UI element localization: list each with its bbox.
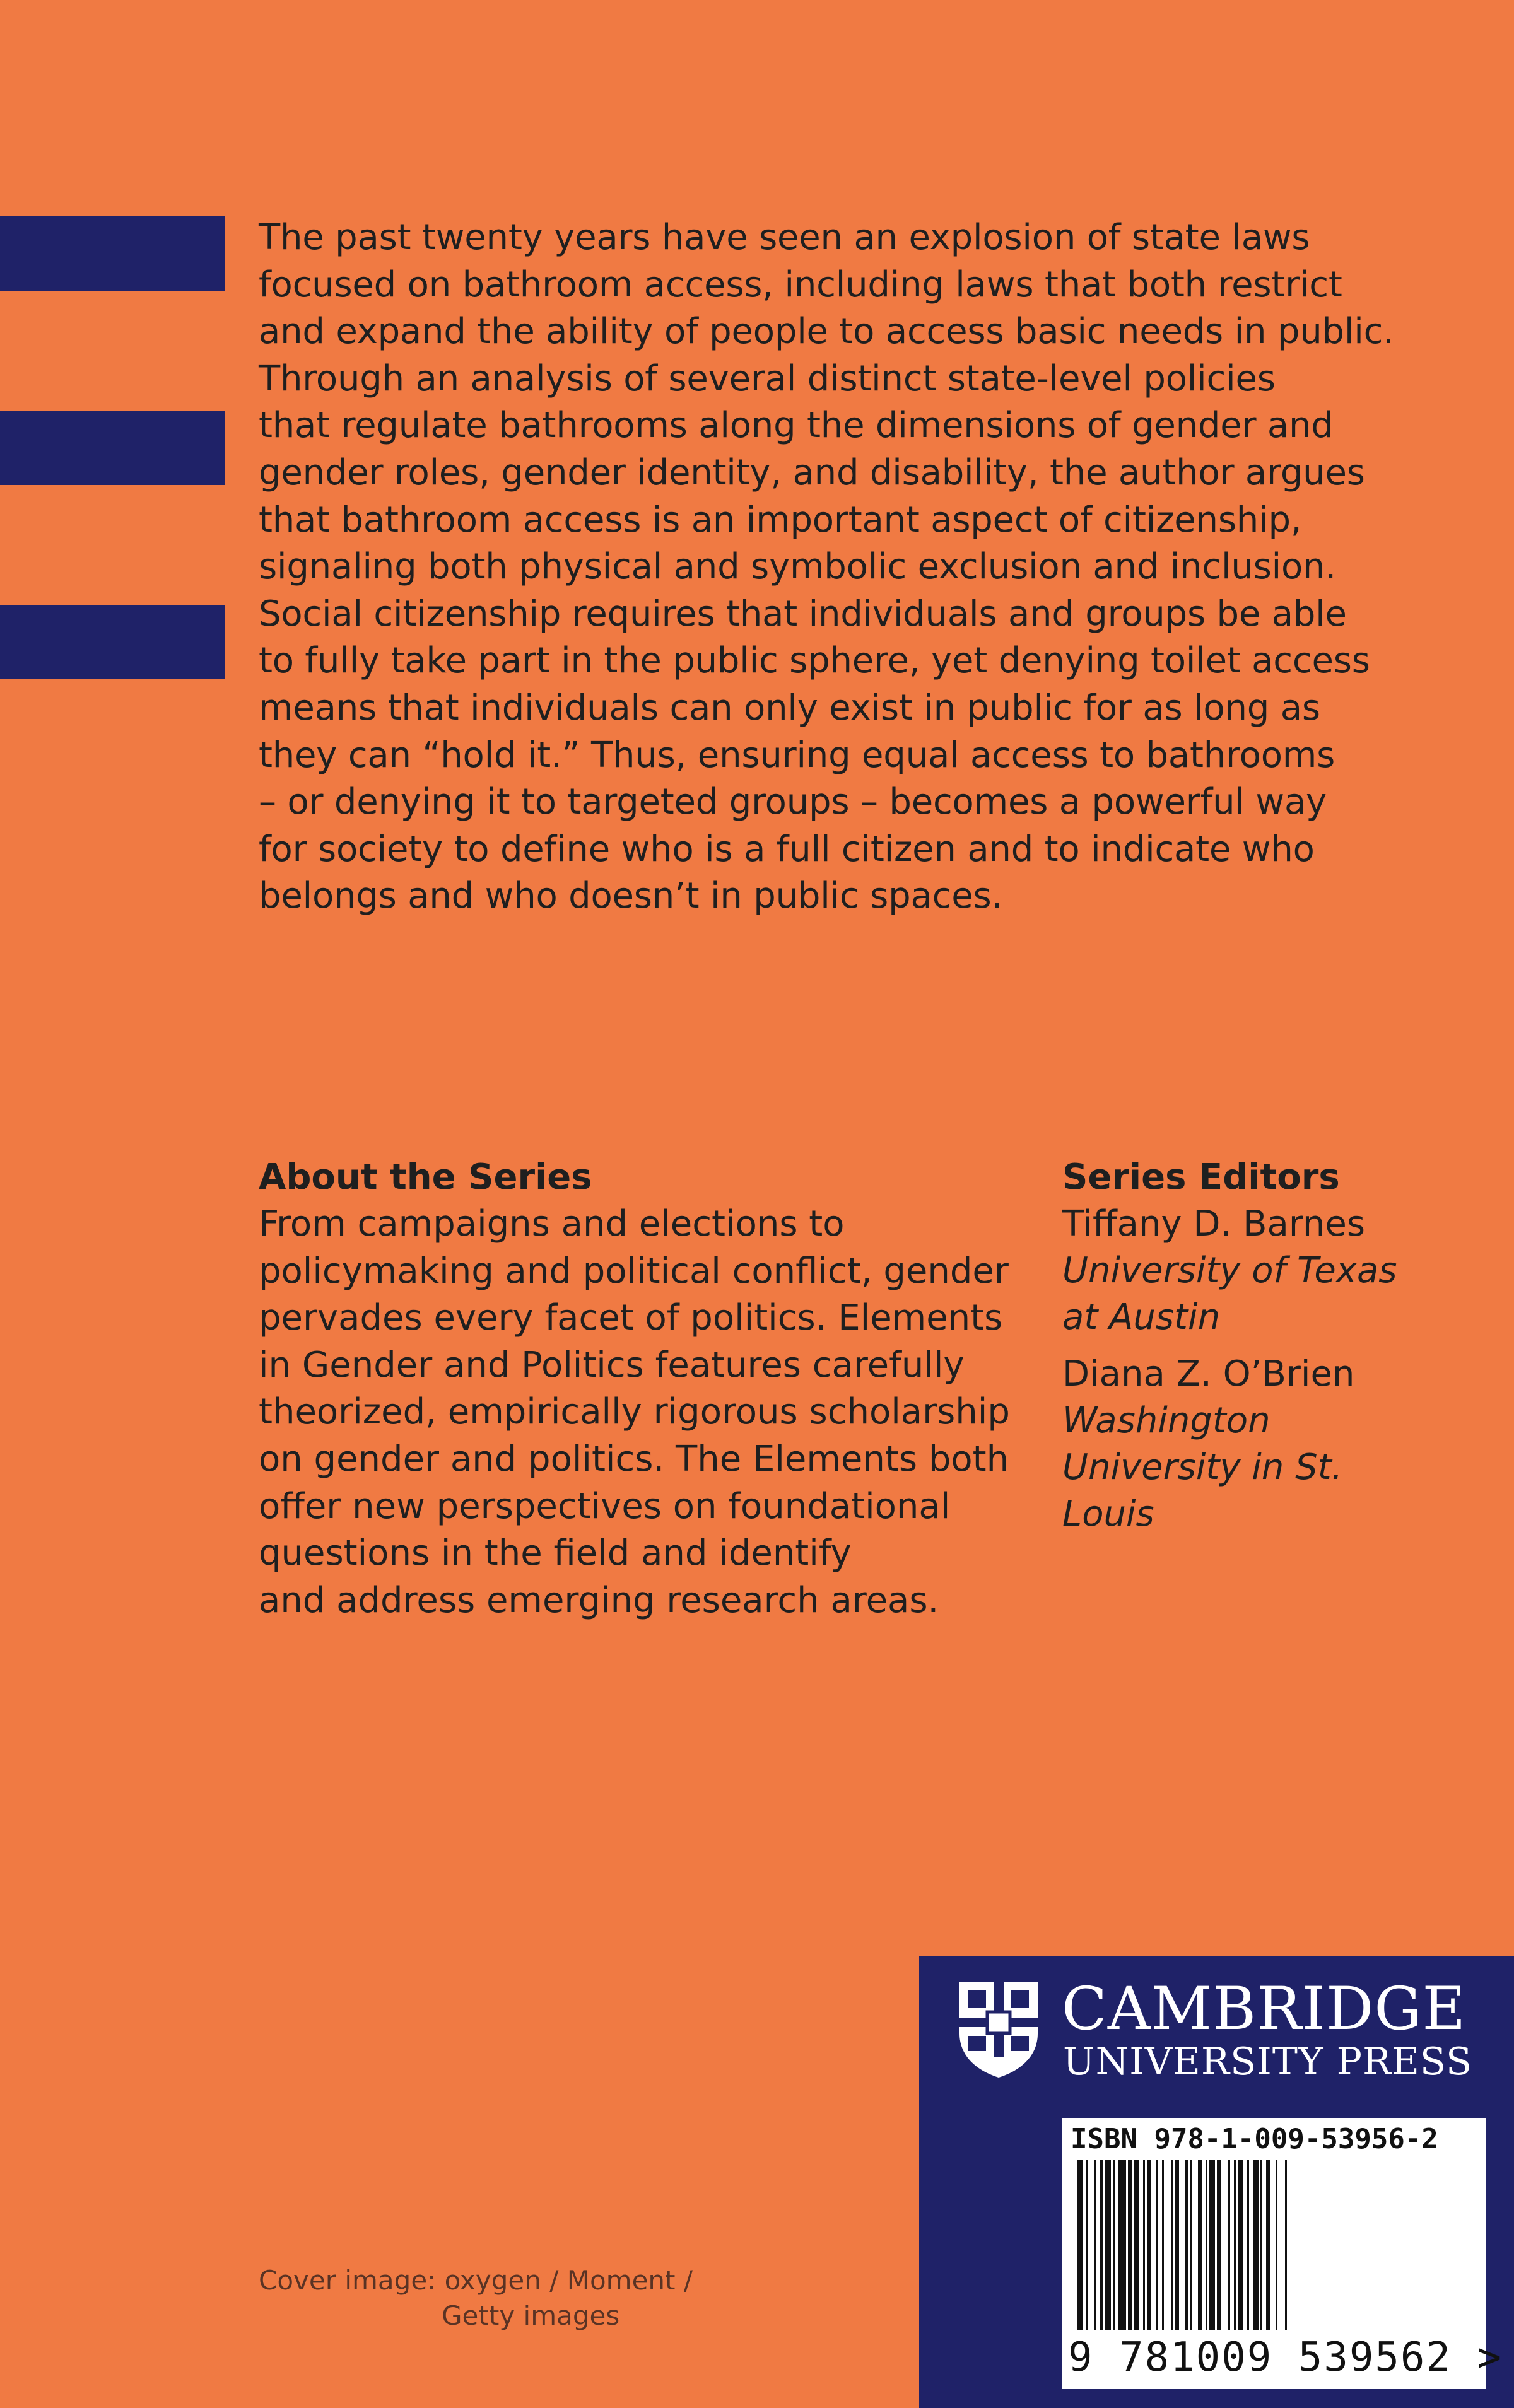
series-line: in Gender and Politics features carefully [259, 1344, 965, 1386]
barcode-bar [1228, 2160, 1230, 2330]
editor-entry [1062, 1351, 1466, 1538]
affiliation-line: Louis [1062, 1493, 1154, 1534]
barcode-bar [1209, 2160, 1215, 2330]
barcode-bar [1171, 2160, 1173, 2330]
editor-name: Diana Z. O’Brien [1062, 1353, 1355, 1394]
barcode-bar [1198, 2160, 1202, 2330]
series-editors-heading: Series Editors [1062, 1157, 1340, 1198]
editor-affiliation [1062, 1248, 1466, 1341]
barcode-bar [1185, 2160, 1188, 2330]
barcode-bar [1105, 2160, 1111, 2330]
editor-entry [1062, 1201, 1466, 1341]
series-line: policymaking and political conflict, gender [259, 1250, 1009, 1292]
barcode-bar [1253, 2160, 1259, 2330]
affiliation-line: University in St. [1062, 1447, 1343, 1488]
publisher-panel [919, 1956, 1514, 2408]
barcode-bar [1190, 2160, 1192, 2330]
series-line: on gender and politics. The Elements both [259, 1438, 1009, 1480]
decorative-bar-1 [0, 216, 225, 291]
blurb-line: that bathroom access is an important aspect of citizenship, [259, 499, 1302, 541]
barcode-bar [1134, 2160, 1139, 2330]
blurb-line: for society to define who is a full citizen and to indicate who [259, 828, 1315, 870]
affiliation-line: University of Texas [1062, 1250, 1397, 1291]
editor-name: Tiffany D. Barnes [1062, 1203, 1365, 1244]
blurb-line: that regulate bathrooms along the dimensions of gender and [259, 405, 1334, 447]
blurb-line: means that individuals can only exist in public for as long as [259, 687, 1320, 728]
about-series-heading: About the Series [259, 1157, 592, 1198]
barcode-bars [1074, 2160, 1453, 2330]
isbn-label: ISBN 978-1-009-53956-2 [1071, 2123, 1438, 2155]
blurb-line: they can “hold it.” Thus, ensuring equal access to bathrooms [259, 734, 1335, 776]
publisher-subname: UNIVERSITY PRESS [1063, 2040, 1473, 2084]
barcode-bar [1238, 2160, 1243, 2330]
barcode-bar [1100, 2160, 1103, 2330]
series-line: From campaigns and elections to [259, 1203, 845, 1244]
affiliation-line: at Austin [1062, 1297, 1221, 1338]
blurb-line: Social citizenship requires that individuals and groups be able [259, 593, 1347, 634]
barcode-bar [1118, 2160, 1126, 2330]
barcode-bar [1247, 2160, 1249, 2330]
blurb-line: gender roles, gender identity, and disability, the author argues [259, 452, 1365, 493]
decorative-bar-2 [0, 411, 225, 485]
blurb-line: to fully take part in the public sphere, yet denying toilet access [259, 640, 1370, 682]
barcode-bar [1175, 2160, 1179, 2330]
series-editors-section [1062, 1154, 1466, 1548]
barcode-bar [1285, 2160, 1287, 2330]
barcode-bar [1147, 2160, 1151, 2330]
publisher-name: CAMBRIDGE [1062, 1975, 1467, 2043]
series-line: and address emerging research areas. [259, 1579, 939, 1621]
barcode-bar [1094, 2160, 1096, 2330]
series-line: theorized, empirically rigorous scholarship [259, 1391, 1010, 1433]
decorative-bar-3 [0, 605, 225, 679]
cover-image-credit [259, 2263, 713, 2334]
blurb-line: – or denying it to targeted groups – becomes a powerful way [259, 781, 1327, 823]
blurb-line: Through an analysis of several distinct state-level policies [259, 358, 1276, 399]
barcode-bar [1266, 2160, 1270, 2330]
editor-affiliation [1062, 1398, 1466, 1538]
about-series-section [259, 1154, 1047, 1624]
blurb-line: signaling both physical and symbolic exclusion and inclusion. [259, 546, 1336, 588]
barcode-bar [1077, 2160, 1083, 2330]
ean-digits: 9 781009 539562 > [1068, 2334, 1503, 2381]
isbn-barcode [1062, 2118, 1503, 2389]
about-series-text [259, 1201, 1047, 1624]
barcode-bar [1206, 2160, 1207, 2330]
barcode-bar [1143, 2160, 1145, 2330]
series-line: questions in the field and identify [259, 1533, 852, 1574]
barcode-bar [1260, 2160, 1262, 2330]
series-line: pervades every facet of politics. Elements [259, 1297, 1003, 1339]
university-shield-icon [957, 1979, 1040, 2080]
barcode-bar [1086, 2160, 1088, 2330]
blurb-line: belongs and who doesn’t in public spaces. [259, 875, 1003, 917]
blurb-line: focused on bathroom access, including laws that both restrict [259, 264, 1342, 305]
credit-line-2: Getty images [442, 2300, 620, 2331]
barcode-bar [1276, 2160, 1277, 2330]
book-blurb [259, 214, 1438, 920]
barcode-bar [1128, 2160, 1132, 2330]
barcode-bar [1162, 2160, 1164, 2330]
barcode-bar [1113, 2160, 1115, 2330]
affiliation-line: Washington [1062, 1400, 1270, 1441]
barcode-bar [1234, 2160, 1236, 2330]
barcode-bar [1156, 2160, 1158, 2330]
blurb-line: and expand the ability of people to access basic needs in public. [259, 311, 1394, 353]
credit-line-1: Cover image: oxygen / Moment / [259, 2265, 693, 2296]
barcode-bar [1217, 2160, 1221, 2330]
series-line: offer new perspectives on foundational [259, 1485, 951, 1527]
blurb-line: The past twenty years have seen an explosion of state laws [259, 217, 1310, 258]
